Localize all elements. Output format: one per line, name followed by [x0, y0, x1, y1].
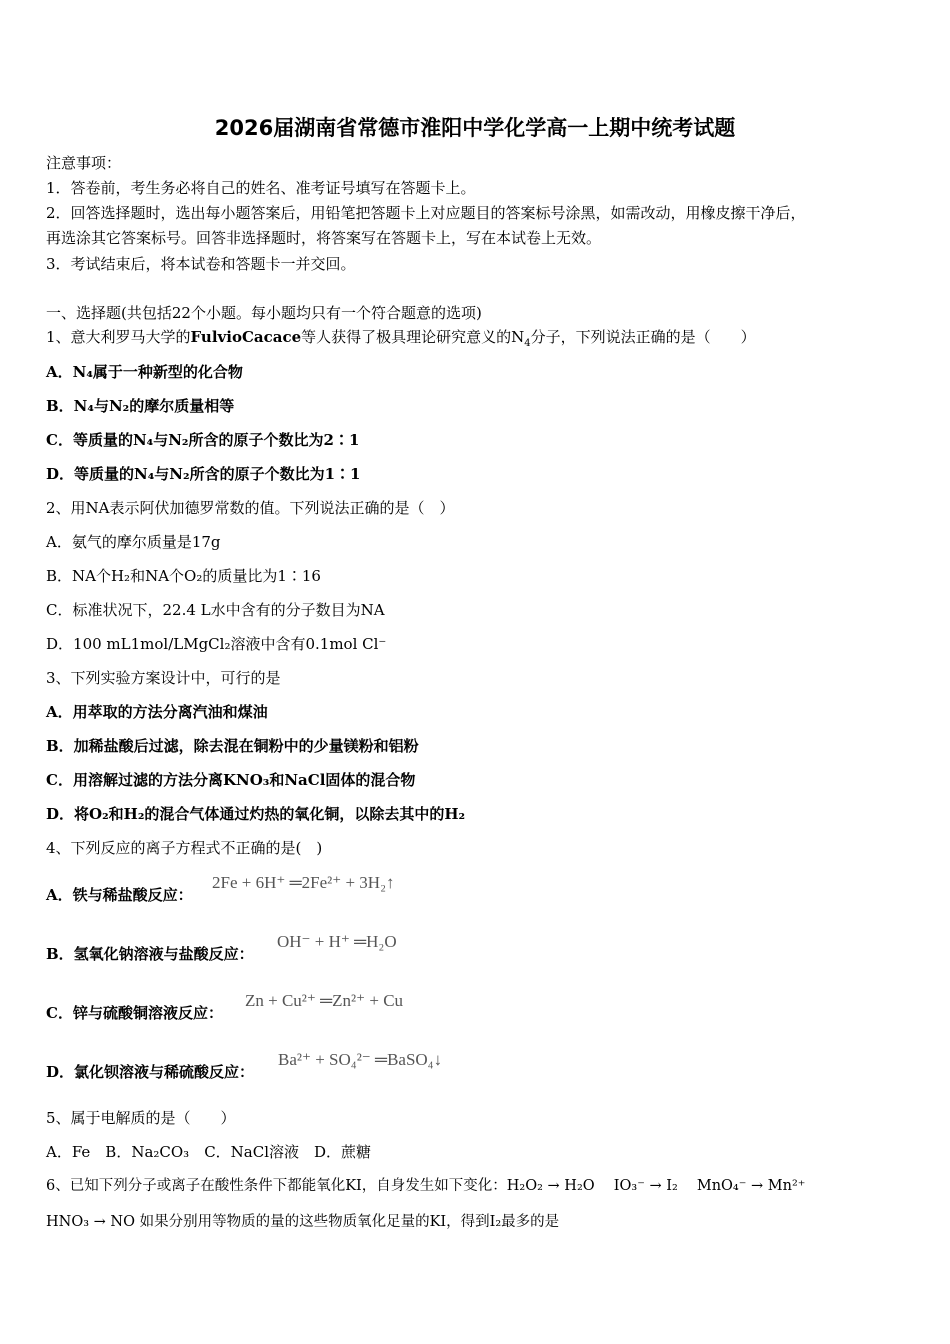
- question-4-option-b-equation: OH⁻ + H⁺ ═H₂O: [277, 932, 397, 951]
- notice-item: 1．答卷前，考生务必将自己的姓名、准考证号填写在答题卡上。: [46, 179, 476, 197]
- question-4-option-a-label: A．铁与稀盐酸反应：: [46, 886, 193, 904]
- question-2-option-b: B．NA个H₂和NA个O₂的质量比为1∶16: [46, 567, 321, 585]
- question-4-stem: 4、下列反应的离子方程式不正确的是( ): [46, 839, 323, 857]
- question-2-stem: 2、用NA表示阿伏加德罗常数的值。下列说法正确的是（ ）: [46, 499, 455, 517]
- question-2-option-a: A．氨气的摩尔质量是17g: [46, 533, 221, 551]
- question-4-option-a-equation: 2Fe + 6H⁺ ═2Fe²⁺ + 3H₂↑: [212, 873, 395, 892]
- question-3-option-c: C．用溶解过滤的方法分离KNO₃和NaCl固体的混合物: [46, 771, 416, 789]
- question-3-option-a: A．用萃取的方法分离汽油和煤油: [46, 703, 268, 721]
- notice-item: 3．考试结束后，将本试卷和答题卡一并交回。: [46, 255, 356, 273]
- question-1-option-b: B．N₄与N₂的摩尔质量相等: [46, 397, 235, 415]
- question-5-options: A．Fe B．Na₂CO₃ C．NaCl溶液 D．蔗糖: [46, 1143, 372, 1161]
- question-1-option-c: C．等质量的N₄与N₂所含的原子个数比为2∶1: [46, 431, 360, 449]
- question-3-stem: 3、下列实验方案设计中，可行的是: [46, 669, 281, 687]
- question-4-option-c-label: C．锌与硫酸铜溶液反应：: [46, 1004, 223, 1022]
- question-1-option-a: A．N₄属于一种新型的化合物: [46, 363, 243, 381]
- question-1-option-d: D．等质量的N₄与N₂所含的原子个数比为1∶1: [46, 465, 361, 483]
- question-4-option-b-label: B．氢氧化钠溶液与盐酸反应：: [46, 945, 254, 963]
- question-4-option-c-equation: Zn + Cu²⁺ ═Zn²⁺ + Cu: [245, 991, 404, 1010]
- section-heading: 一、选择题(共包括22个小题。每小题均只有一个符合题意的选项): [46, 304, 482, 322]
- notice-heading: 注意事项：: [46, 154, 122, 172]
- question-3-option-d: D．将O₂和H₂的混合气体通过灼热的氧化铜，以除去其中的H₂: [46, 805, 466, 823]
- question-2-option-c: C．标准状况下，22.4 L水中含有的分子数目为NA: [46, 601, 385, 619]
- question-4-option-d-label: D．氯化钡溶液与稀硫酸反应：: [46, 1063, 255, 1081]
- question-5-stem: 5、属于电解质的是（ ）: [46, 1109, 236, 1127]
- question-2-option-d: D．100 mL1mol/LMgCl₂溶液中含有0.1mol Cl⁻: [46, 635, 387, 653]
- exam-title: 2026届湖南省常德市淮阳中学化学高一上期中统考试题: [214, 116, 736, 140]
- question-1-stem: 1、意大利罗马大学的FulvioCacace等人获得了极具理论研究意义的$N_4$分子，下列说法正确的是（ ）: [46, 328, 756, 349]
- notice-item: 2．回答选择题时，选出每小题答案后，用铅笔把答题卡上对应题目的答案标号涂黑，如需改动，用橡皮擦干净后，: [46, 204, 806, 222]
- question-6-stem: 6、已知下列分子或离子在酸性条件下都能氧化KI，自身发生如下变化：H₂O₂ → H₂O IO₃⁻ → I₂ MnO₄⁻ → Mn²⁺: [46, 1178, 806, 1194]
- question-6-stem-continued: HNO₃ → NO 如果分别用等物质的量的这些物质氧化足量的KI，得到I₂最多的是: [46, 1214, 560, 1230]
- question-3-option-b: B．加稀盐酸后过滤，除去混在铜粉中的少量镁粉和铝粉: [46, 737, 419, 755]
- notice-item: 再选涂其它答案标号。回答非选择题时，将答案写在答题卡上，写在本试卷上无效。: [46, 229, 602, 247]
- question-4-option-d-equation: Ba²⁺ + SO₄²⁻ ═BaSO₄↓: [278, 1050, 443, 1069]
